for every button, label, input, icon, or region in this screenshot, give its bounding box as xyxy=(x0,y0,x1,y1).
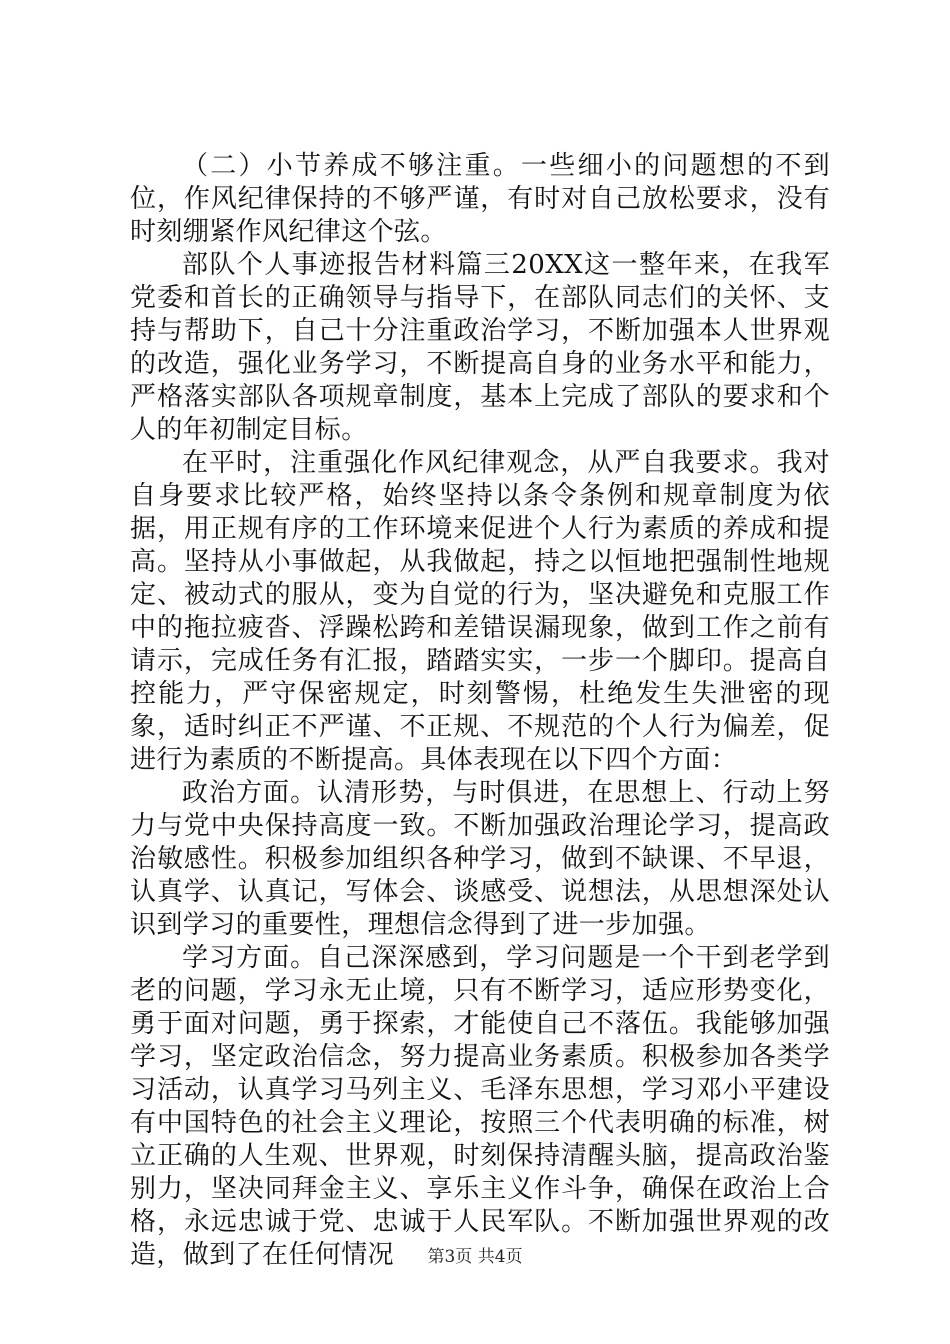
paragraph-report-intro: 部队个人事迹报告材料篇三20XX这一整年来，在我军党委和首长的正确领导与指导下，在部队同志们的关怀、支持与帮助下，自己十分注重政治学习，不断加强本人世界观的改造，强化业务学习，不断提高自身的业务水平和能力，严格落实部队各项规章制度，基本上完成了部队的要求和个人的年初制定目标。 xyxy=(130,250,830,445)
paragraph-study: 学习方面。自己深深感到，学习问题是一个干到老学到老的问题，学习永无止境，只有不断学习，适应形势变化，勇于面对问题，勇于探索，才能使自己不落伍。我能够加强学习，坚定政治信念，努力提高业务素质。积极参加各类学习活动，认真学习马列主义、毛泽东思想，学习邓小平建设有中国特色的社会主义理论，按照三个代表明确的标准，树立正确的人生观、世界观，时刻保持清醒头脑，提高政治鉴别力，坚决同拜金主义、享乐主义作斗争，确保在政治上合格，永远忠诚于党、忠诚于人民军队。不断加强世界观的改造，做到了在任何情况 xyxy=(130,943,830,1270)
document-body xyxy=(130,150,830,1272)
paragraph-discipline: 在平时，注重强化作风纪律观念，从严自我要求。我对自身要求比较严格，始终坚持以条令条例和规章制度为依据，用正规有序的工作环境来促进个人行为素质的养成和提高。坚持从小事做起，从我做起，持之以恒地把强制性地规定、被动式的服从，变为自觉的行为，坚决避免和克服工作中的拖拉疲沓、浮躁松跨和差错误漏现象，做到工作之前有请示，完成任务有汇报，踏踏实实，一步一个脚印。提高自控能力，严守保密规定，时刻警惕，杜绝发生失泄密的现象，适时纠正不严谨、不正规、不规范的个人行为偏差，促进行为素质的不断提高。具体表现在以下四个方面： xyxy=(130,448,830,775)
paragraph-small-habits: （二）小节养成不够注重。一些细小的问题想的不到位，作风纪律保持的不够严谨，有时对自己放松要求，没有时刻绷紧作风纪律这个弦。 xyxy=(130,151,830,247)
paragraph-politics: 政治方面。认清形势，与时俱进，在思想上、行动上努力与党中央保持高度一致。不断加强政治理论学习，提高政治敏感性。积极参加组织各种学习，做到不缺课、不早退，认真学、认真记，写体会、谈感受、说想法，从思想深处认识到学习的重要性，理想信念得到了进一步加强。 xyxy=(130,778,830,940)
page-number-footer: 第3页 共4页 xyxy=(427,1247,523,1267)
